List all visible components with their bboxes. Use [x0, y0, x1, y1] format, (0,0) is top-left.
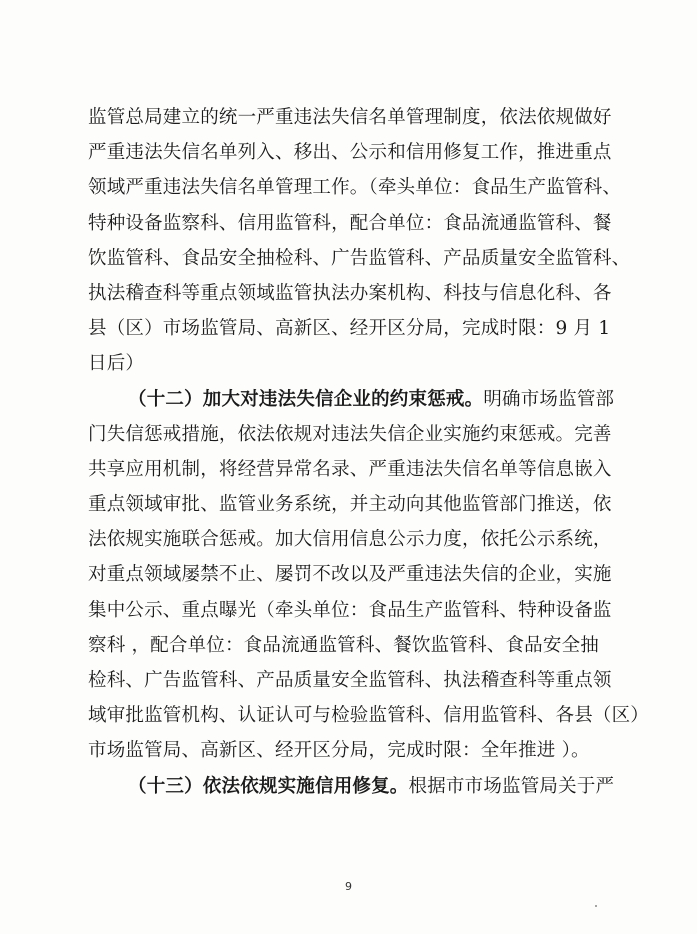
- paragraph-line: 域审批监管机构、认证认可与检验监管科、信用监管科、各县（区）: [88, 705, 650, 727]
- paragraph-line: 对重点领域屡禁不止、屡罚不改以及严重违法失信的企业，实施: [88, 564, 612, 586]
- paragraph-line: 领域严重违法失信名单管理工作。（牵头单位：食品生产监管科、: [88, 177, 622, 199]
- paragraph-line: 饮监管科、食品安全抽检科、广告监管科、产品质量安全监管科、: [88, 247, 631, 269]
- paragraph-line: 法依规实施联合惩戒。加大信用信息公示力度，依托公示系统，: [88, 529, 612, 551]
- scan-speck: [595, 905, 597, 907]
- paragraph-line: 重点领域审批、监管业务系统，并主动向其他监管部门推送，依: [88, 494, 612, 516]
- paragraph-line: 县（区）市场监管局、高新区、经开区分局，完成时限：9 月 1: [88, 318, 611, 340]
- paragraph-line: 市场监管局、高新区、经开区分局，完成时限：全年推进 ）。: [88, 740, 590, 762]
- section-13-heading: （十三）依法依规实施信用修复。: [128, 775, 409, 797]
- section-13-first-line: [88, 769, 613, 804]
- paragraph-line: 察科 ，配合单位：食品流通监管科、餐饮监管科、食品安全抽: [88, 634, 599, 656]
- paragraph-line: 特种设备监察科、信用监管科，配合单位：食品流通监管科、餐: [88, 212, 612, 234]
- paragraph-line: 集中公示、重点曝光（牵头单位：食品生产监管科、特种设备监: [88, 599, 612, 621]
- body-text: [88, 100, 650, 804]
- section-12-first-line-text: 明确市场监管部: [483, 388, 615, 410]
- paragraph-line: 门失信惩戒措施，依法依规对违法失信企业实施约束惩戒。完善: [88, 423, 612, 445]
- paragraph-line: 检科、广告监管科、产品质量安全监管科、执法稽查科等重点领: [88, 670, 612, 691]
- page-number: 9: [345, 880, 352, 893]
- section-12-first-line: [88, 382, 613, 417]
- paragraph-line: 执法稽查科等重点领域监管执法办案机构、科技与信息化科、各: [88, 282, 612, 304]
- paragraph-line: 日后）: [88, 353, 145, 375]
- paragraph-line: 监管总局建立的统一严重违法失信名单管理制度，依法依规做好: [88, 107, 612, 128]
- paragraph-line: 共享应用机制，将经营异常名录、严重违法失信名单等信息嵌入: [88, 458, 612, 480]
- section-13-first-line-text: 根据市市场监管局关于严: [408, 775, 615, 797]
- section-12-heading: （十二）加大对违法失信企业的约束惩戒。: [128, 388, 484, 410]
- paragraph-line: 严重违法失信名单列入、移出、公示和信用修复工作，推进重点: [88, 142, 612, 164]
